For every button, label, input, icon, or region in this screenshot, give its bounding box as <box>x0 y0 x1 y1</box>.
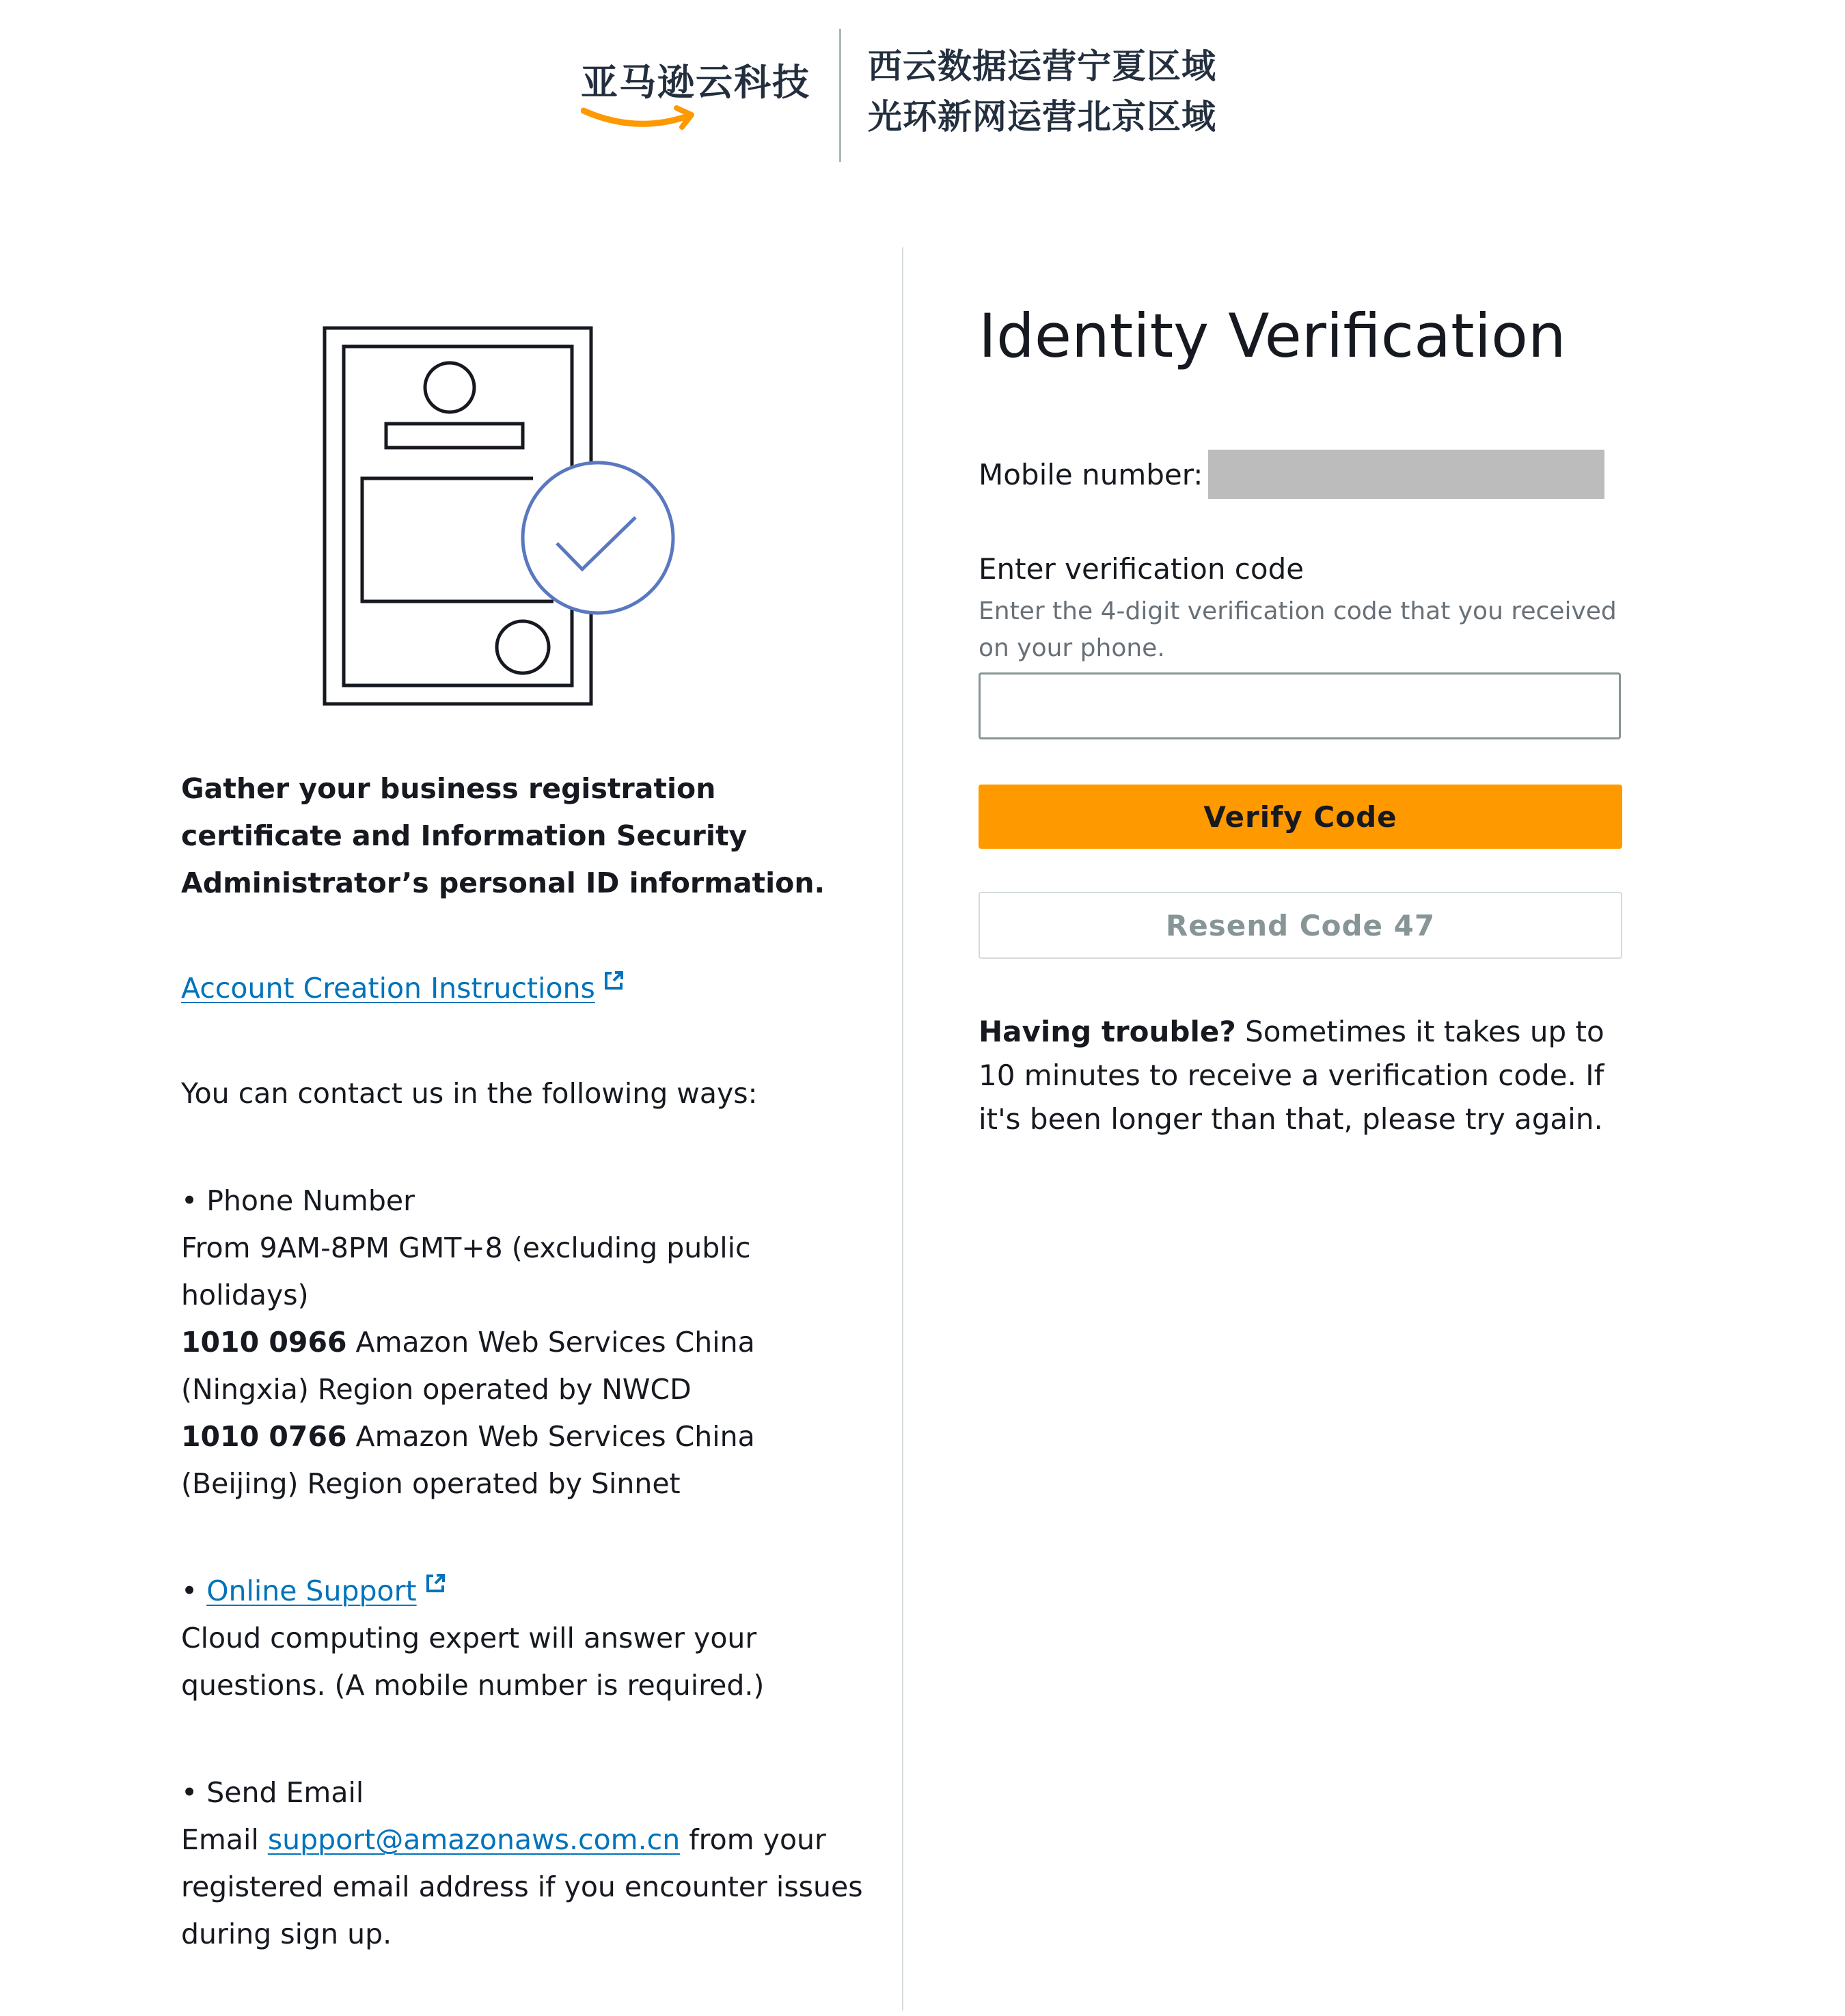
phone-number-ningxia: 1010 0966 <box>181 1326 347 1359</box>
smile-arrow-icon <box>581 101 704 135</box>
external-link-icon <box>425 1573 446 1594</box>
region-line-beijing: 光环新网运营北京区域 <box>868 97 1216 137</box>
id-verification-illustration <box>314 318 697 714</box>
intro-text: Gather your business registration certificate and Information Security Administrator’s personal ID information. <box>181 772 825 899</box>
online-support-link[interactable]: Online Support <box>206 1575 417 1607</box>
email-prefix: Email <box>181 1823 259 1856</box>
mobile-number-row <box>979 450 1604 499</box>
support-email-link[interactable]: support@amazonaws.com.cn <box>267 1823 681 1856</box>
region-line-ningxia: 西云数据运营宁夏区域 <box>868 46 1216 86</box>
trouble-heading: Having trouble? <box>979 1015 1236 1048</box>
phone-ningxia-desc: Amazon Web Services China (Ningxia) Region operated by NWCD <box>181 1326 755 1406</box>
phone-hours: From 9AM-8PM GMT+8 (excluding public holidays) <box>181 1231 751 1311</box>
page-header <box>0 0 1845 164</box>
mobile-number-redacted <box>1208 450 1604 499</box>
verification-code-description: Enter the 4-digit verification code that you received on your phone. <box>979 597 1617 662</box>
verification-code-input[interactable] <box>979 672 1621 739</box>
account-creation-link-row <box>181 965 864 1012</box>
online-support-row <box>181 1568 864 1615</box>
phone-ningxia <box>181 1319 864 1413</box>
trouble-help-text <box>979 1010 1628 1141</box>
phone-number-beijing: 1010 0766 <box>181 1420 347 1453</box>
contact-intro: You can contact us in the following ways: <box>181 1077 758 1110</box>
trouble-body: Sometimes it takes up to 10 minutes to receive a verification code. If it's been longer than that, please try again. <box>979 1015 1604 1136</box>
header-divider <box>839 29 841 162</box>
email-heading: • Send Email <box>181 1776 364 1809</box>
account-creation-instructions-link[interactable]: Account Creation Instructions <box>181 972 595 1005</box>
bullet: • <box>181 1575 207 1607</box>
phone-heading: • Phone Number <box>181 1184 415 1217</box>
left-info-column <box>181 765 864 1958</box>
page-title: Identity Verification <box>979 301 1566 371</box>
resend-code-button[interactable]: Resend Code 47 <box>979 892 1622 959</box>
email-section <box>181 1769 864 1958</box>
phone-beijing <box>181 1413 864 1508</box>
online-support-desc: Cloud computing expert will answer your questions. (A mobile number is required.) <box>181 1622 765 1702</box>
external-link-icon <box>603 970 624 991</box>
verify-code-button[interactable]: Verify Code <box>979 785 1622 849</box>
mobile-number-label: Mobile number: <box>979 457 1203 491</box>
phone-section <box>181 1177 864 1508</box>
phone-beijing-desc: Amazon Web Services China (Beijing) Region operated by Sinnet <box>181 1420 755 1500</box>
logo-text: 亚马逊云科技 <box>581 61 810 104</box>
online-support-section <box>181 1568 864 1709</box>
email-suffix: from your registered email address if you encounter issues during sign up. <box>181 1823 863 1950</box>
region-names <box>868 41 1216 142</box>
verification-code-label: Enter verification code <box>979 552 1304 586</box>
email-text <box>181 1816 864 1958</box>
column-divider <box>902 247 903 2011</box>
brand-logo[interactable] <box>581 53 813 142</box>
